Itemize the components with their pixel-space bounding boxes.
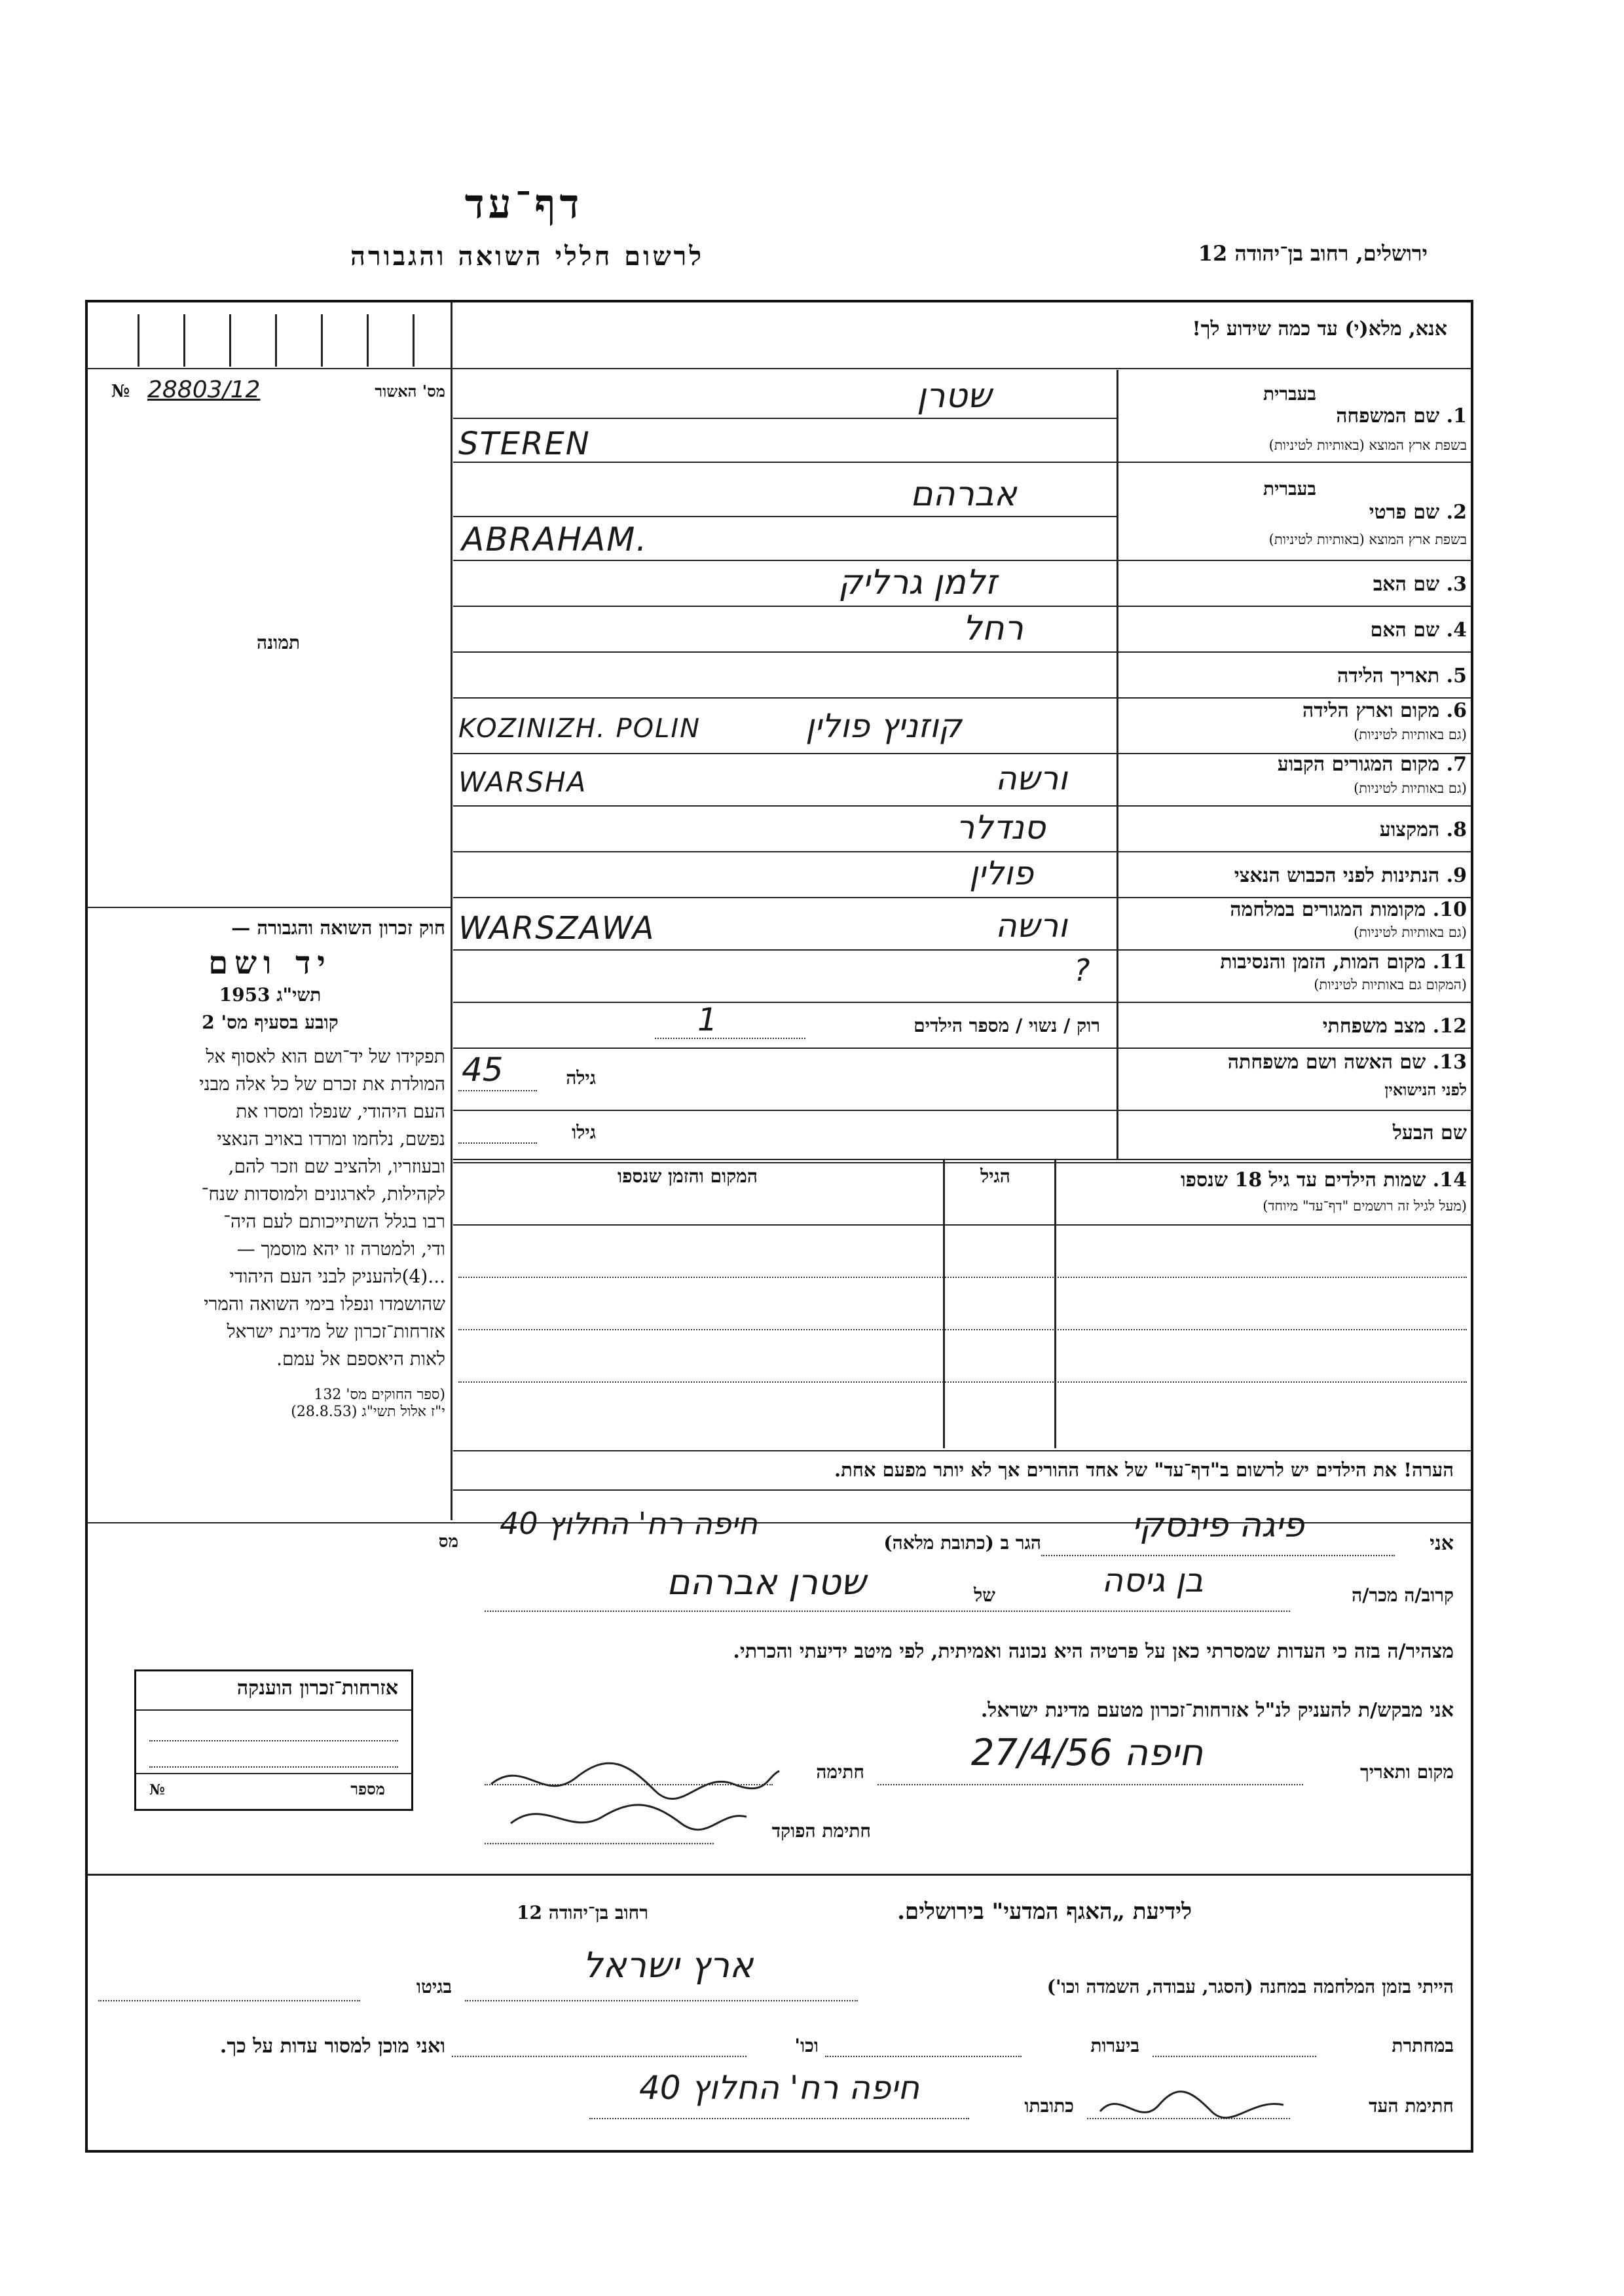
citizenship-number-label: מספר [350, 1779, 385, 1798]
law-year: תשי"ג 1953 [219, 984, 322, 1006]
f2-hebrew-value[interactable]: אברהם [910, 475, 1017, 514]
latin-label: בשפת ארץ המוצא (באותיות לטיניות) [1268, 437, 1467, 453]
law-line: לאות היאספם אל עמם. [276, 1348, 445, 1370]
latin-note: (גם באותיות לטיניות) [1354, 727, 1467, 742]
f4-label: 4. שם האם [1370, 619, 1467, 642]
children-note: הערה! את הילדים יש לרשום ב"דף־עד" של אחד ההורים אך לא יותר מפעם אחת. [834, 1459, 1454, 1481]
document-subtitle: לרשום חללי השואה והגבורה [350, 241, 705, 272]
law-source-date: י"ז אלול תשי"ג (28.8.53) [291, 1404, 445, 1420]
f1-label: 1. שם המשפחה [1336, 405, 1467, 428]
f12-value[interactable]: 1 [697, 1002, 718, 1038]
camp-line-value[interactable]: ארץ ישראל [582, 1944, 754, 1986]
camp-line-label: הייתי בזמן המלחמה במחנה (הסגר, עבודה, השמדה וכו') [1046, 1976, 1454, 1997]
place-date-label: מקום ותאריך [1359, 1761, 1454, 1783]
f1-latin-value[interactable]: STEREN [458, 426, 591, 462]
law-line: ודי, ולמטרה זו יהא מוסמך — [236, 1238, 445, 1260]
witness-signature [1094, 2075, 1290, 2134]
law-name: יד ושם [208, 945, 332, 981]
wife-age-value[interactable]: 45 [462, 1051, 504, 1089]
document-title: דף־עד [464, 180, 583, 228]
f10-latin-value[interactable]: WARSZAWA [458, 910, 655, 947]
f6-label: 6. מקום וארץ הלידה [1302, 699, 1467, 722]
f10-label: 10. מקומות המגורים במלחמה [1230, 898, 1467, 921]
certificate-label: מס' האשור [375, 382, 445, 401]
decl-num-label: מס [438, 1532, 458, 1552]
law-line: ובעוזריו, ולהציב שם וזכר להם, [228, 1156, 445, 1177]
law-block [95, 913, 445, 1420]
latin-note: (גם באותיות לטיניות) [1354, 780, 1467, 796]
law-clause: קובע בסעיף מס' 2 [202, 1011, 339, 1033]
declarant-name[interactable]: פיגה פינסקי [1132, 1506, 1304, 1545]
f14-note: (מעל לגיל זה רושמים "דף־עד" מיוחד) [1263, 1198, 1467, 1214]
ready-text: ואני מוכן למסור עדות על כך. [219, 2035, 445, 2058]
f12-options: רוק / נשוי / מספר הילדים [913, 1015, 1100, 1036]
relative-label: קרוב/ה מכר/ה [1352, 1584, 1454, 1606]
col-age-header: הגיל [980, 1165, 1010, 1187]
signature-label: חתימה [816, 1761, 864, 1783]
citizenship-box [134, 1669, 413, 1811]
decl-resides-label: הגר ב (כתובת מלאה) [883, 1532, 1041, 1554]
f9-value[interactable]: פולין [969, 854, 1034, 892]
law-line: אזרחות־זכרון של מדינת ישראל [227, 1321, 445, 1342]
citizenship-title: אזרחות־זכרון הוענקה [236, 1677, 398, 1700]
witness-address-value[interactable]: חיפה רח' החלוץ 40 [638, 2069, 920, 2107]
request-text: אני מבקש/ת להעניק לנ"ל אזרחות־זכרון מטעם מדינת ישראל. [980, 1699, 1454, 1722]
witness-signature-label: חתימת העד [1369, 2095, 1454, 2117]
f7-label: 7. מקום המגורים הקבוע [1277, 753, 1467, 776]
f3-label: 3. שם האב [1373, 573, 1467, 596]
f9-label: 9. הנתינות לפני הכבוש הנאצי [1234, 864, 1467, 887]
law-source: (ספר החוקים מס' 132 [314, 1387, 445, 1403]
header-address: ירושלים, רחוב בן־יהודה 12 [1198, 241, 1428, 266]
hebrew-label: בעברית [1263, 478, 1316, 500]
hebrew-label: בעברית [1263, 383, 1316, 405]
latin-label: בשפת ארץ המוצא (באותיות לטיניות) [1268, 532, 1467, 547]
f11-note: (המקום גם באותיות לטיניות) [1314, 977, 1467, 993]
f14-label: 14. שמות הילדים עד גיל 18 שנספו [1180, 1169, 1467, 1192]
underground-label: במחתרת [1392, 2035, 1454, 2056]
husband-age-label: גילו [572, 1121, 596, 1143]
wife-age-label: גילה [566, 1067, 596, 1089]
certificate-no-sign: № [111, 382, 130, 401]
f3-value[interactable]: זלמן גרליק [838, 563, 997, 602]
of-value[interactable]: שטרן אברהם [666, 1561, 866, 1603]
ghetto-label: בגיטו [416, 1976, 452, 1997]
intro-text: אנא, מלא(י) עד כמה שידוע לך! [1192, 318, 1447, 340]
declaration-text: מצהיר/ה בזה כי העדות שמסרתי כאן על פרטיה היא נכונה ואמיתית, לפי מיטב ידיעתי והכרתי. [733, 1640, 1454, 1663]
citizenship-no-sign: № [149, 1781, 165, 1798]
law-line: העם היהודי, שנפלו ומסרו את [236, 1101, 445, 1122]
f4-value[interactable]: רחל [963, 609, 1024, 648]
law-line: ...(4)להעניק לבני העם היהודי [229, 1266, 445, 1287]
f7-hebrew-value[interactable]: ורשה [995, 759, 1067, 797]
f2-label: 2. שם פרטי [1369, 501, 1467, 524]
law-line: המולדת את זכרם של כל אלה מבני [199, 1073, 445, 1095]
f10-hebrew-value[interactable]: ורשה [995, 907, 1067, 945]
certificate-number: 28803/12 [147, 376, 261, 403]
etc-label: וכו' [794, 2035, 819, 2056]
law-line: תפקידו של יד־ושם הוא לאסוף אל [206, 1046, 445, 1067]
declarant-address[interactable]: חיפה רח' החלוץ 40 [500, 1506, 758, 1541]
law-line: נפשם, נלחמו ומרדו באויב הנאצי [217, 1128, 445, 1150]
law-line: שהושמדו ונפלו בימי השואה והמרי [204, 1293, 445, 1315]
place-date-value[interactable]: חיפה 27/4/56 [970, 1732, 1204, 1774]
f6-latin-value[interactable]: KOZINIZH. POLIN [458, 714, 701, 744]
photo-label: תמונה [256, 632, 301, 653]
law-body [95, 1043, 445, 1373]
decl-ani: אני [1430, 1532, 1454, 1555]
f5-label: 5. תאריך הלידה [1337, 665, 1467, 687]
certificate-row [111, 376, 445, 409]
f13-note: לפני הנישואין [1384, 1080, 1467, 1099]
f12-label: 12. מצב משפחתי [1322, 1015, 1467, 1038]
f7-latin-value[interactable]: WARSHA [458, 766, 587, 798]
f1-hebrew-value[interactable]: שטרן [917, 376, 992, 416]
law-line: לקהילות, לארגונים ולמוסדות שנח־ [201, 1183, 445, 1205]
f11-label: 11. מקום המות, הזמן והנסיבות [1220, 951, 1467, 974]
bottom-address: רחוב בן־יהודה 12 [517, 1902, 648, 1923]
col-place-header: המקום והזמן שנספו [618, 1165, 758, 1187]
latin-note: (גם באותיות לטיניות) [1354, 924, 1467, 940]
tick-boxes [98, 308, 452, 367]
bottom-heading: לידיעת „האגף המדעי" בירושלים. [897, 1899, 1192, 1925]
f13-label: 13. שם האשה ושם משפחתה [1227, 1051, 1467, 1074]
of-label: של [974, 1584, 995, 1606]
f8-label: 8. המקצוע [1379, 818, 1467, 841]
f2-latin-value[interactable]: ABRAHAM. [462, 520, 648, 558]
law-line: רבו בגלל השתייכותם לעם היה־ [223, 1211, 445, 1232]
forests-label: ביערות [1090, 2035, 1139, 2056]
relation-value[interactable]: בן גיסה [1101, 1561, 1204, 1599]
official-signature-label: חתימת הפוקד [771, 1820, 871, 1842]
f6-hebrew-value[interactable]: קוזניץ פולין [805, 707, 962, 745]
witness-address-label: כתובתו [1024, 2095, 1074, 2117]
husband-label: שם הבעל [1392, 1121, 1467, 1144]
f11-value[interactable]: ? [1074, 953, 1090, 988]
law-title: חוק זכרון השואה והגבורה — [231, 917, 445, 939]
f8-value[interactable]: סנדלר [956, 809, 1046, 847]
